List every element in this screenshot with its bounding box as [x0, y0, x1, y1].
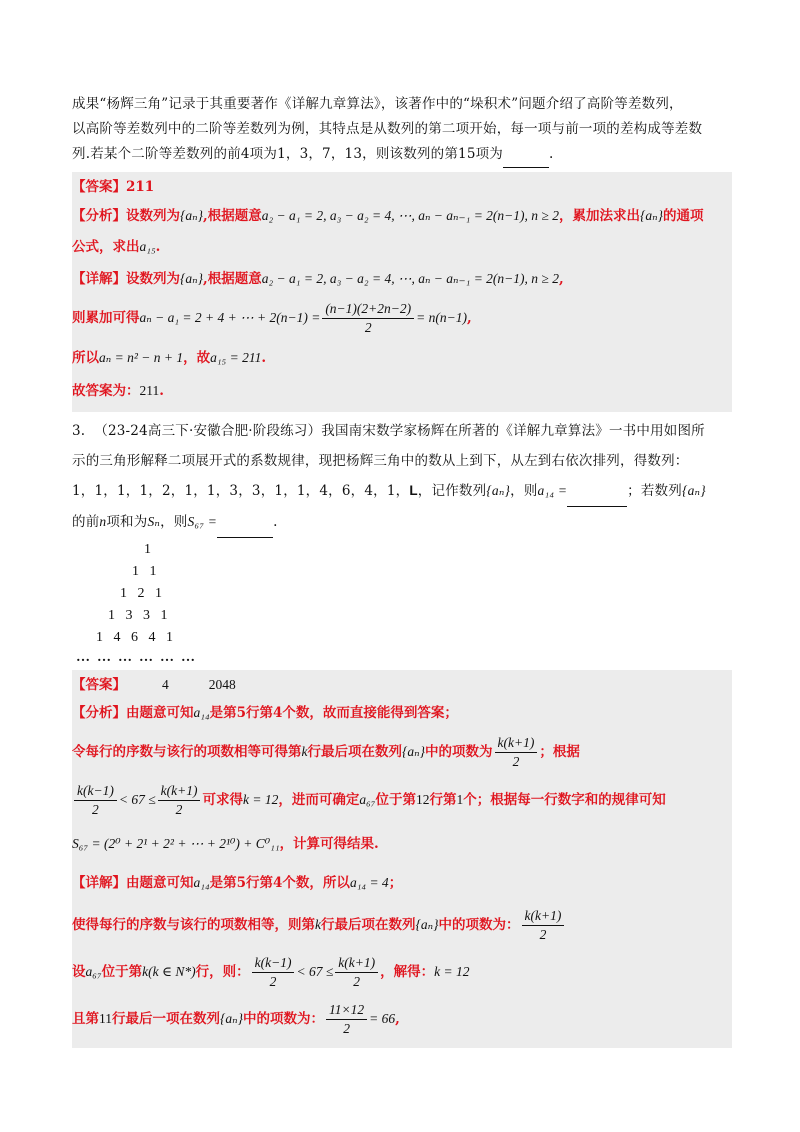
- q3-detail-4: 且第11行最后一项在数列{aₙ}中的项数为： $\frac{11\times 12}{2}$ = 66,: [72, 1002, 400, 1036]
- q2-analysis: 【分析】设数列为{aₙ},根据题意a₂ − a₁ = 2, a₃ − a₂ = 4, ⋯, aₙ − aₙ₋₁ = 2(n−1), n ≥ 2，累加法求出{aₙ}的通项: [72, 208, 704, 224]
- intro-paragraph: 成果“杨辉三角”记录于其重要著作《详解九章算法》，该著作中的“垛积术”问题介绍了高阶等差数列， 以高阶等差数列中的二阶等差数列为例，其特点是从数列的第二项开始，每一项与前一项的差构成等差数 列.若某个二阶等差数列的前4项为1，3，7，13，则该数列的第15项为 .: [72, 92, 732, 168]
- q2-detail: 【详解】设数列为{aₙ},根据题意a₂ − a₁ = 2, a₃ − a₂ = 4, ⋯, aₙ − aₙ₋₁ = 2(n−1), n ≥ 2,: [72, 271, 564, 287]
- q2-answer: 【答案】211: [72, 179, 155, 195]
- intro-line-3: 列.若某个二阶等差数列的前4项为1，3，7，13，则该数列的第15项为: [72, 146, 504, 162]
- q3-analysis-2: 令每行的序数与该行的项数相等可得第k行最后项在数列{aₙ}中的项数为 $\frac{k(k+1)}{2}$ ；根据: [72, 735, 580, 769]
- q2-conclusion: 所以aₙ = n² − n + 1，故a₁₅ = 211.: [72, 350, 267, 366]
- q3-answer: 【答案】 4 2048: [72, 677, 236, 693]
- q2-final-answer: 故答案为：211.: [72, 383, 164, 399]
- question-source: （23-24高三下·安徽合肥·阶段练习）: [94, 423, 322, 439]
- q2-solution-box: [72, 172, 732, 412]
- intro-line-2: 以高阶等差数列中的二阶等差数列为例，其特点是从数列的第二项开始，每一项与前一项的差构成等差数: [72, 121, 703, 137]
- intro-line-1: 成果“杨辉三角”记录于其重要著作《详解九章算法》，该著作中的“垛积术”问题介绍了高阶等差数列，: [72, 96, 683, 112]
- q3-detail-1: 【详解】由题意可知a₁₄是第5行第4个数，所以a₁₄ = 4；: [72, 875, 403, 891]
- q3-analysis-3: $\frac{k(k-1)}{2}$ < 67 ≤ $\frac{k(k+1)}{2}$ 可求得k = 12，进而可确定a₆₇位于第12行第1个；根据每一行数字和的规律可知: [72, 776, 732, 824]
- q2-sum: 则累加可得aₙ − a₁ = 2 + 4 + ⋯ + 2(n−1) = $\frac{(n-1)(2+2n-2)}{2}$ = n(n−1),: [72, 301, 472, 335]
- q3-solution-box: [72, 670, 732, 1048]
- triangle-row: 1 4 6 4 1: [96, 630, 173, 645]
- s67-blank: [217, 507, 273, 538]
- triangle-row: 1 1: [132, 564, 157, 579]
- q3-detail-3: 设a₆₇位于第k(k ∈ N*)行，则： $\frac{k(k-1)}{2}$ < 67 ≤ $\frac{k(k+1)}{2}$ ，解得：k = 12: [72, 955, 470, 989]
- q2-analysis-cont: 公式，求出a₁₅.: [72, 239, 161, 255]
- q3-text: 3. （23-24高三下·安徽合肥·阶段练习）我国南宋数学家杨辉在所著的《详解九章算法》一书中用如图所 示的三角形解释二项展开式的系数规律，现把杨辉三角中的数从上到下，从左到右依次排列，得数列： 1，1，1，1，2，1，1，3，3，1，1，4，6，4，1，L，记作数列{aₙ}，则a₁₄ = ；若数列{aₙ} 的前n项和为Sₙ，则S₆₇ = .: [72, 416, 732, 538]
- triangle-ellipsis-row: … … … … … …: [76, 650, 195, 665]
- triangle-row: 1 2 1: [120, 586, 162, 601]
- q3-detail-2: 使得每行的序数与该行的项数相等，则第k行最后项在数列{aₙ}中的项数为： $\frac{k(k+1)}{2}$: [72, 902, 732, 948]
- yanghui-triangle: [72, 538, 732, 665]
- document-page: [72, 92, 732, 1048]
- q3-analysis-1: 【分析】由题意可知a₁₄是第5行第4个数，故而直接能得到答案；: [72, 705, 458, 721]
- a14-blank: [567, 476, 627, 507]
- answer-blank: [503, 142, 549, 168]
- q3-analysis-4: S₆₇ = (2⁰ + 2¹ + 2² + ⋯ + 2¹⁰) + C⁰₁₁，计算可得结果.: [72, 836, 379, 852]
- question-number: 3.: [72, 423, 86, 439]
- triangle-row: 1 3 3 1: [108, 608, 168, 623]
- triangle-row: 1: [144, 542, 151, 557]
- sum-fraction: $\frac{(n-1)(2+2n-2)}{2}$: [322, 300, 414, 337]
